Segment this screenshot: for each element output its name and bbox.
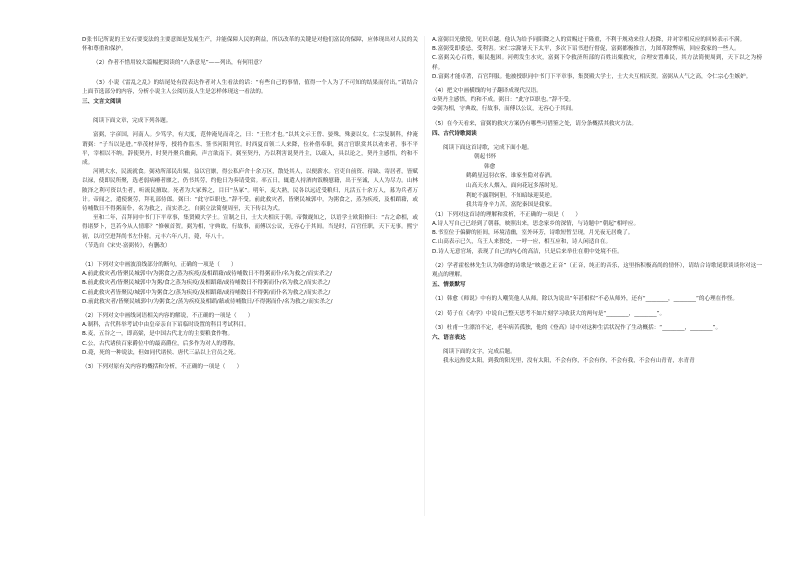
poem-q1-option-d: D.诗人无意官场，表现了自己的内心的高洁，只是后来举仕在朝中处境不佳。 <box>432 248 623 255</box>
q3-option-d: D.富弼才能卓著，百官拜服。他被授职同中书门下平章事，集贤殿大学士，士大夫互相庆贺。富弼从人气之高，令仁宗心生嫉妒。 <box>432 73 752 80</box>
poem-q1-stem: （1）下列对这首诗的理解和赏析，不正确的一项是（ ） <box>432 211 581 218</box>
dictation-2: （2）荀子在《劝学》中说自己整天思考不如片刻学习收获大的两句是“________，________”。 <box>432 310 666 317</box>
poem-q1-option-a: A.诗人写自己已经到了朝暮，映照出来，思念家乡的深情，与诗题中“朝起”相呼应。 <box>432 221 640 227</box>
q2-option-a: A.制科，古代科举考试中由皇帝亲自下诏临时设置的科目考试科目。 <box>82 322 250 329</box>
q3-option-c: C.富弼关心百姓，赈民抱困。河朔发生水灾，富弼下令救济所部的百姓出粟救灾，合理安置难民，其方法简便周到，天下以之为榜样。 <box>432 55 762 71</box>
q3-option-b: B.富弼受即委忌，受利害。宋仁宗滁暑天下太平，多次下诏书进行督促，富弼都极推言，力图革除弊病，回应我家的一些人。 <box>432 46 740 53</box>
q2-option-d: D.薨，死的一种说法，但如同代诸侯、唐代三品以上官员之死。 <box>82 349 240 356</box>
left-column <box>82 36 418 372</box>
section-4-title: 四、古代诗歌阅读 <box>432 130 477 137</box>
reading-instruction: 阅读下面文章，完成下列各题。 <box>93 118 172 125</box>
poem-line-2: 山高天水人烟入，面向花冠多落时见。 <box>466 183 562 190</box>
q5: （5）在今天看来，富弼的救灾方案仍有哪些可借鉴之处，请分条概括其救灾方法。 <box>432 120 637 127</box>
language-instruction: 阅读下面的文字，完成后题。 <box>443 349 516 356</box>
q2-stem: （2）下列对文中画线词语相关内容的解说，不正确的一项是（ ） <box>82 313 254 320</box>
question-3: （3）小说《雷乱之乱》的结尾处有段表达作者对人生看法的话：“有些自己的事情，值得一个人为了不可知的结果而付出。”请结合上面节选部分的内容，分析小说主人公阅历及人生是怎样体现这一看法的。 <box>82 79 418 95</box>
passage-paragraph-2: 河朔大水，民流就食。弼劝所部民出粟，益以官廪，得公私庐舍十余万区，散处其人，以便薪水。官吏自前资、待缺、寄居者，皆赋以禄，使即民所聚，选老弱病瘠者廪之，仍书其劳，约他日为奏请受赏。率五日，辄遣人持酒肉饭糗慰籍，出于至诚，人人为尽力。山林陂泽之利可资以生者，听流民擅取。死者为大冢葬之，目曰“丛冢”。明年，麦大熟，民各以远近受粮归，凡活五十余万人，募为兵者万计。帝闻之，遣使褒劳，拜礼部侍郎。弼曰：“此守臣职也。”辞不受。前此救灾者，皆聚民城郭中，为粥食之，蒸为疾疫，及相蹈藉，或待哺数日不得粥而仆，名为救之，而实杀之。自弼立法简便周至，天下传以为式。 <box>82 169 418 213</box>
passage-paragraph-3: 至和二年，召拜同中书门下平章事，集贤殿大学士。宣制之日，士大夫相庆于朝。帝微觇知之，以语学士欧阳修曰：“古之命相，或得诸梦卜，岂若今从人情耶？”修顿首贺。弼为相，守典故，行故事，而傅以公议，无容心于其间。当是时，百官任职，天下无事。熙宁初，以司空进拜尚书左仆射。元丰六年八月，薨，年八十。 <box>82 215 418 240</box>
q3-stem: （3）下列对原有关内容的概括和分析，不正确的一项是（ ） <box>82 364 243 371</box>
dictation-1: （1）韩愈《师说》中有的人嘲笑他人从师。除以为说出“年甚相似”不必从师外，还有“________，________”的心理在作怪。 <box>432 296 739 303</box>
poem-line-1: 鹤鹤星冠羽衣客，谁家坐隐对春酒。 <box>466 173 556 180</box>
answer-option-d: D张书记所说的王安石要变法的主要意图是发展生产，并能保障人民的利益，所以改革的关键是对他们富民的保障，应体现出对人民的关怀和尊重和保护。 <box>82 37 418 53</box>
poem-instruction: 阅读下面这首诗歌，完成下面小题。 <box>443 145 533 152</box>
q4-stem: （4）把文中画横线的句子翻译成现代汉语。 <box>432 88 542 95</box>
poem <box>466 153 762 211</box>
poem-q1-option-c: C.山高表示已久，乌王人来独处，一呼一应，相互应和，诗人闲适自在。 <box>432 239 612 246</box>
q3-option-a: A.富弼目光敏锐，见识卓越。他认为给予同阳降之人的赏赐过于隆重，不利于规劝来往人投降，并对宰相反应的回转表示不满。 <box>432 37 746 43</box>
q1-option-d: D.前此救灾者/皆聚民城郭中/为粥食之/蒸为疾疫及相蹈/藉或待哺数日/不得粥而仆/名为救之/而实杀之/ <box>82 298 333 305</box>
poem-q2: （2）学者霍松林先生认为韩愈的诗歌是“映愚之正音”（正音，纯正的音乐，这里指积极高尚的情怀），请结合诗歌尾联谈谈你对这一观点的理解。 <box>432 262 762 279</box>
q2-option-b: B.麦，五谷之一，即高粱，是中国古代北方的主要粮食作物。 <box>82 331 234 338</box>
language-text: 我永远热爱太阳，到我的阳光里，没有太阳，不会有你，不会有你，不会有我，不会有山青青，水青青 <box>443 358 695 365</box>
poem-line-4: 我共寄身辛力苦，富陀秦国是我家。 <box>466 202 556 209</box>
q1-stem: （1）下列对文中画波浪线部分的断句，正确的一项是（ ） <box>82 262 237 269</box>
section-6-title: 六、语言表达 <box>432 335 466 342</box>
dictation-3: （3）杜甫一生漂泊不定，老年病苦孤独，他的《登高》诗中对这种生活状况作了生动概括：“________，________”。 <box>432 324 722 331</box>
column-divider <box>424 36 425 516</box>
question-2: （2）作者不惜用较大篇幅把阅读的“八条意见”——列出，有何用意？ <box>93 60 265 67</box>
poem-author: 韩愈 <box>484 163 496 170</box>
q4-item-2: ②弼为相，守典故，行故事，而傅以公议，无容心于其间。 <box>432 106 577 113</box>
section-3-title: 三、文言文阅读 <box>82 99 122 106</box>
section-5-title: 五、情景默写 <box>432 282 466 289</box>
q1-option-c: C.前此救灾者皆聚民/城郭中为粥食之/蒸为疾疫/及相蹈藉/或待哺数日不得粥/而仆名为救之/而实杀之/ <box>82 289 331 296</box>
poem-q1-option-b: B.书室位于偏僻的匝间，环境清幽，室外环芳，诗歌短暂呈现，月光夜无居晚了。 <box>432 230 634 237</box>
poem-title: 朝起书怀 <box>474 154 497 161</box>
poem-line-3: 利蛇不露荆轲胆，不知暗绿迎莫逆。 <box>466 192 556 199</box>
right-column <box>432 36 762 367</box>
passage-paragraph-1: 富弼，字彦国，河南人。少笃学，有大度，范仲淹见而奇之，曰：“王佐才也。”以其文示王曾、晏殊，殊妻以女。仁宗复制科，仲淹谓弼：“子当以是进。”举茂材异等，授将作监丞、签书河阳判官。时西夏首领二人来降，位补借奉职，弼言官职赏其以劝来者，事不平平，宰相以不纳。辞使契丹，时契丹聚兵幽蓟，声言欲南下。弼至契丹，乃以利害说契丹主，以疏入，具以论之，契丹主感悟，约和不成。 <box>82 132 418 167</box>
q1-option-a: A.前此救灾者/皆聚民城郭中/为粥食之/蒸为疾疫/及相蹈藉/或待哺数日不得粥而仆/名为救之/而实杀之/ <box>82 271 332 278</box>
q1-option-b: B.前此救灾者/皆聚民城郭中为粥/食之蒸为疾疫/及相蹈藉/或待哺数日不得粥而仆/名为救之/而实杀之/ <box>82 280 331 287</box>
q4-item-1: ①契丹主感悟，约和不成。弼曰：“此守臣职也。”辞不受。 <box>432 97 575 104</box>
passage-source: （节选自《宋史·富弼传》，有删改） <box>82 242 171 249</box>
q2-option-c: C.公，古代诸侯百家爵位中的最高爵位，后多作为对人的尊称。 <box>82 340 239 347</box>
